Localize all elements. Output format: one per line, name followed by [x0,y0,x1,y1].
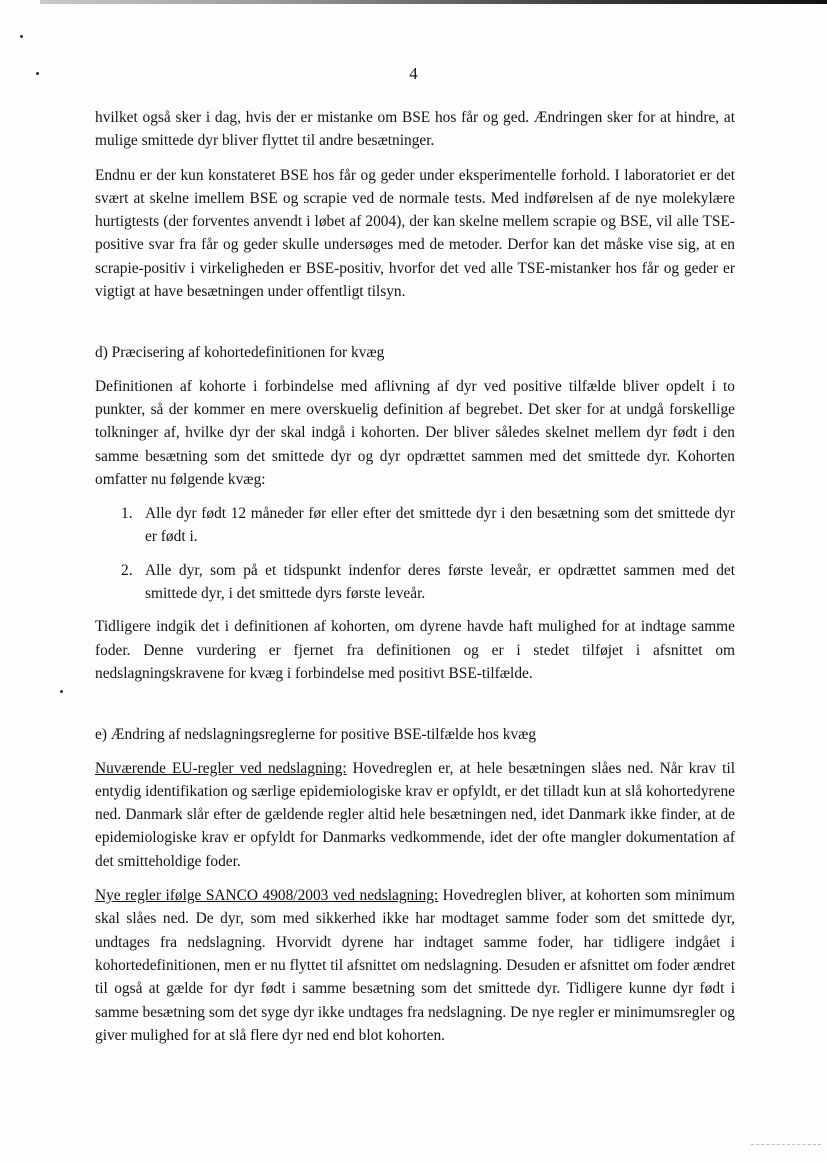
list-number: 1. [121,505,133,523]
paragraph: Tidligere indgik det i definitionen af kohorten, om dyrene havde haft mulighed for at indtage samme foder. Denne vurdering er fjernet fra definitionen og er i stedet tilføjet i afsnittet om nedslagningskravene for kvæg i forbindelse med positivt BSE-tilfælde. [95,618,735,682]
paragraph-text: Hovedreglen bliver, at kohorten som minimum skal slåes ned. De dyr, som med sikkerhed ikke har modtaget samme foder som det smittede dyr, undtages fra nedslagning. Hvorvidt dyrene har indtaget samme foder, har tidligere indgået i kohortedefinitionen, men er nu flyttet til afsnittet om nedslagning. Desuden er afsnittet om foder ændret til også at gælde for dyr født i samme besætning som det smittede dyr. Tidligere kunne dyr født i samme besætning som det syge dyr ikke undtages fra nedslagning. De nye regler er minimumsregler og giver mulighed for at slå flere dyr ned end blot kohorten. [95,887,736,1044]
underlined-label: Nye regler ifølge SANCO 4908/2003 ved nedslagning: [95,887,439,905]
paragraph: hvilket også sker i dag, hvis der er mistanke om BSE hos får og ged. Ændringen sker for at hindre, at mulige smittede dyr bliver flyttet til andre besætninger. [95,109,735,150]
list-item [95,502,735,549]
scan-speck [20,35,23,38]
list-item-text: Alle dyr, som på et tidspunkt indenfor deres første leveår, er opdrættet sammen med det smittede dyr, i det smittede dyrs første leveår. [145,561,735,603]
paragraph: Definitionen af kohorte i forbindelse med aflivning af dyr ved positive tilfælde bliver opdelt i to punkter, så der kommer en mere overskuelig definition af begrebet. Det sker for at undgå forskellige tolkninger af, hvilke dyr der skal indgå i kohorten. Der bliver således skelnet mellem dyr født i den samme besætning som det smittede dyr og dyr opdrættet sammen med det smittede dyr. Kohorten omfatter nu følgende kvæg: [95,377,735,488]
paragraph: Endnu er der kun konstateret BSE hos får og geder under eksperimentelle forhold. I laboratoriet er det svært at skelne imellem BSE og scrapie ved de normale tests. Med indførelsen af de nye molekylære hurtigtests (der forventes anvendt i løbet af 2004), der kan skelne mellem scrapie og BSE, vil alle TSE-positive svar fra får og geder skulle undersøges med de metoder. Derfor kan det måske vise sig, at en scrapie-positiv i virkeligheden er BSE-positiv, hvorfor det ved alle TSE-mistanker hos får og geder er vigtigt at have besætningen under offentligt tilsyn. [95,166,735,301]
list-item [95,559,735,606]
paragraph [95,884,735,1047]
document-body [95,106,735,1058]
list-number: 2. [121,561,133,579]
list-item-text: Alle dyr født 12 måneder før eller efter det smittede dyr i den besætning som det smittede dyr er født i. [145,505,735,546]
paragraph-text: Hovedreglen er, at hele besætningen slåes ned. Når krav til entydig identifikation og særlige epidemiologiske krav er opfyldt, er det tilladt kun at slå kohortedyrene ned. Danmark slår efter de gældende regler altid hele besætningen ned, idet Danmark ikke finder, at de epidemiologiske krav er opfyldt for Danmarks vedkommende, idet der ofte mangler dokumentation af det smitteholdige foder. [95,759,735,870]
cohort-list [95,502,735,605]
underlined-label: Nuværende EU-regler ved nedslagning: [95,759,347,777]
section-heading-e: e) Ændring af nedslagningsreglerne for positive BSE-tilfælde hos kvæg [95,726,537,744]
scan-speck [60,690,63,693]
scan-bottom-mark [751,1144,821,1145]
section-heading-d: d) Præcisering af kohortedefinitionen for kvæg [95,344,385,362]
page-number: 4 [409,64,418,83]
scan-top-edge [40,0,827,4]
paragraph [95,757,735,873]
